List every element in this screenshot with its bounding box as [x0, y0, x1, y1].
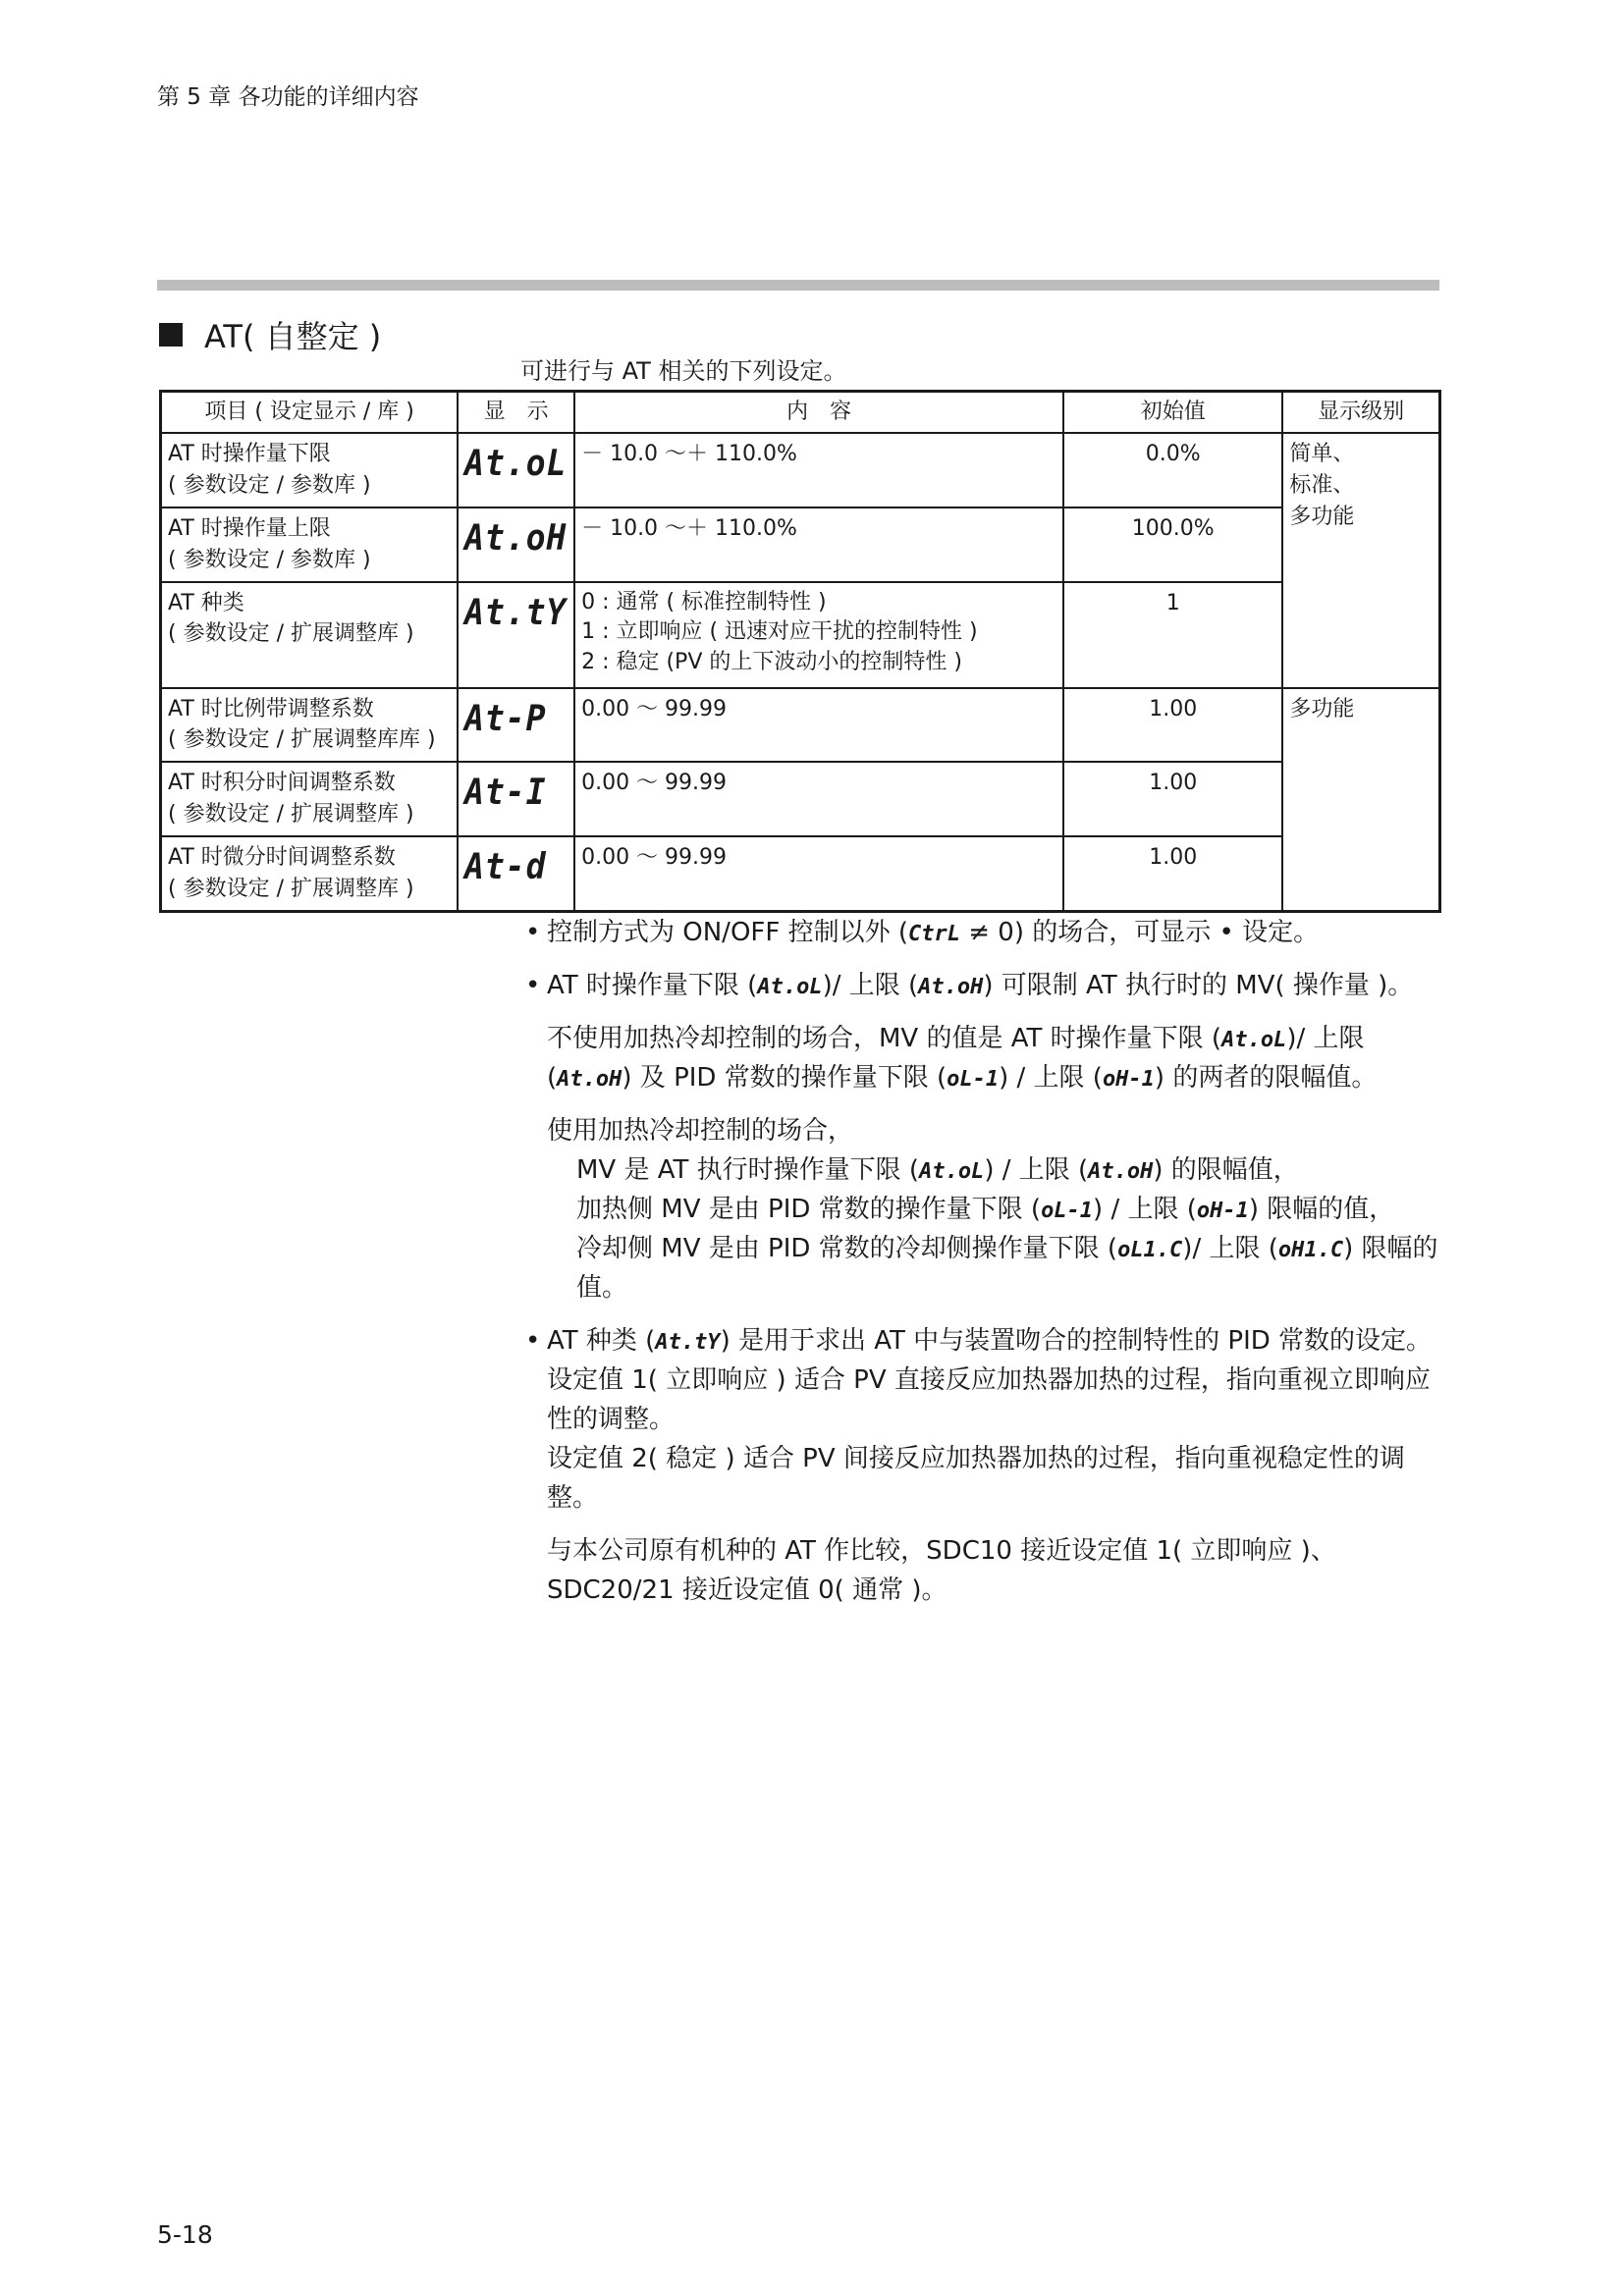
segment-inline: oH1.C: [1277, 1238, 1344, 1263]
segment-inline: At.oH: [557, 1067, 623, 1093]
segment-inline: oH-1: [1196, 1199, 1249, 1224]
content-cell: [574, 582, 1063, 688]
section-intro: 可进行与 AT 相关的下列设定。: [520, 357, 847, 385]
item-location: ( 参数设定 / 扩展调整库库 ): [168, 727, 436, 753]
header-level: 显示级别: [1282, 392, 1439, 434]
table-row: [161, 836, 1440, 911]
item-name: AT 时比例带调整系数: [168, 696, 374, 721]
item-name: AT 时微分时间调整系数: [168, 845, 396, 871]
segment-inline: At.oH: [1088, 1159, 1154, 1185]
header-item: 项目 ( 设定显示 / 库 ): [161, 392, 459, 434]
bullet-dot-icon: •: [525, 1326, 541, 1357]
note-paragraph: 设定值 1( 立即响应 ) 适合 PV 直接反应加热器加热的过程，指向重视立即响应性的调整。: [547, 1365, 1431, 1435]
note-paragraph: 不使用加热冷却控制的场合，MV 的值是 AT 时操作量下限 (At.oL)/ 上限 (At.oH) 及 PID 常数的操作量下限 (oL-1) / 上限 (oH-1) 的两者的限幅值。: [547, 1024, 1378, 1094]
table-header-row: [161, 392, 1440, 434]
initial-cell: 0.0%: [1063, 433, 1282, 507]
header-display: 显 示: [458, 392, 574, 434]
item-name: AT 种类: [168, 590, 244, 615]
level-cell: [1282, 688, 1439, 912]
segment-inline: CtrL: [908, 922, 960, 946]
display-cell: [458, 836, 574, 911]
table-row: [161, 688, 1440, 763]
display-cell: [458, 582, 574, 688]
initial-cell: 1.00: [1063, 836, 1282, 911]
segment-display: At-d: [464, 847, 547, 888]
segment-inline: At.oH: [918, 975, 984, 1000]
table-row: [161, 762, 1440, 836]
initial-cell: 1: [1063, 582, 1282, 688]
item-cell: [161, 507, 459, 582]
note-text: 控制方式为 ON/OFF 控制以外 (CtrL ≠ 0) 的场合，可显示 • 设定。: [547, 918, 1320, 947]
table-row: [161, 507, 1440, 582]
item-location: ( 参数设定 / 扩展调整库 ): [168, 802, 414, 828]
bullet-dot-icon: •: [525, 971, 541, 1001]
segment-display: At-I: [464, 773, 547, 814]
note-text: AT 种类 (At.tY) 是用于求出 AT 中与装置吻合的控制特性的 PID 常数的设定。: [547, 1326, 1433, 1357]
segment-display: At.oL: [464, 444, 568, 484]
note-indented: 加热侧 MV 是由 PID 常数的操作量下限 (oL-1) / 上限 (oH-1) 限幅的值，: [576, 1195, 1395, 1225]
item-cell: [161, 582, 459, 688]
segment-inline: oL-1: [947, 1067, 1000, 1093]
item-location: ( 参数设定 / 参数库 ): [168, 547, 371, 572]
segment-inline: At.oL: [919, 1159, 985, 1185]
segment-inline: At.oL: [757, 975, 823, 1000]
note-text: AT 时操作量下限 (At.oL)/ 上限 (At.oH) 可限制 AT 执行时的 MV( 操作量 )。: [547, 971, 1414, 1001]
item-cell: [161, 688, 459, 763]
item-cell: [161, 762, 459, 836]
segment-inline: oL1.C: [1117, 1238, 1183, 1263]
note-paragraph: 与本公司原有机种的 AT 作比较，SDC10 接近设定值 1( 立即响应 )、SDC20/21 接近设定值 0( 通常 )。: [547, 1536, 1336, 1606]
section-title: [159, 312, 381, 357]
bullet-dot-icon: •: [525, 918, 541, 947]
notes-section: [525, 913, 1443, 1611]
display-cell: [458, 507, 574, 582]
content-line: 0.00 ～ 99.99: [581, 845, 728, 871]
content-cell: [574, 836, 1063, 911]
content-line: － 10.0 ～＋ 110.0%: [581, 515, 797, 541]
header-content: 内 容: [574, 392, 1063, 434]
display-cell: [458, 762, 574, 836]
level-line: 简单、: [1289, 442, 1355, 466]
item-name: AT 时积分时间调整系数: [168, 771, 396, 796]
content-cell: [574, 688, 1063, 763]
level-line: 多功能: [1289, 504, 1355, 529]
item-name: AT 时操作量上限: [168, 515, 331, 541]
segment-inline: At.oL: [1221, 1028, 1287, 1053]
content-cell: [574, 507, 1063, 582]
square-bullet-icon: [159, 323, 183, 347]
level-line: 多功能: [1289, 696, 1355, 721]
initial-cell: 1.00: [1063, 688, 1282, 763]
note-bullet: [525, 966, 1443, 1005]
note-paragraph: 使用加热冷却控制的场合，: [547, 1116, 854, 1147]
content-line: 2 : 稳定 (PV 的上下波动小的控制特性 ): [581, 650, 962, 675]
display-cell: [458, 688, 574, 763]
note-bullet: [525, 1321, 1443, 1361]
initial-cell: 1.00: [1063, 762, 1282, 836]
segment-inline: oH-1: [1102, 1067, 1155, 1093]
at-settings-table: [159, 390, 1441, 913]
section-divider: [157, 280, 1439, 291]
item-cell: [161, 836, 459, 911]
item-location: ( 参数设定 / 扩展调整库 ): [168, 621, 414, 647]
content-cell: [574, 433, 1063, 507]
note-indented: MV 是 AT 执行时操作量下限 (At.oL) / 上限 (At.oH) 的限幅值，: [576, 1155, 1299, 1186]
section-title-text: AT( 自整定 ): [204, 318, 382, 355]
segment-display: At-P: [464, 698, 547, 739]
table-row: [161, 582, 1440, 688]
chapter-header: 第 5 章 各功能的详细内容: [157, 84, 419, 110]
level-cell: [1282, 433, 1439, 688]
segment-inline: At.tY: [655, 1330, 721, 1356]
segment-display: At.oH: [464, 517, 568, 559]
content-line: 1 : 立即响应 ( 迅速对应干扰的控制特性 ): [581, 619, 978, 645]
page-number: 5-18: [157, 2220, 213, 2249]
item-name: AT 时操作量下限: [168, 442, 331, 466]
table-row: [161, 433, 1440, 507]
content-line: 0.00 ～ 99.99: [581, 696, 728, 721]
content-cell: [574, 762, 1063, 836]
level-line: 标准、: [1289, 472, 1355, 498]
note-paragraph: 设定值 2( 稳定 ) 适合 PV 间接反应加热器加热的过程，指向重视稳定性的调整。: [547, 1444, 1405, 1514]
item-cell: [161, 433, 459, 507]
item-location: ( 参数设定 / 参数库 ): [168, 472, 371, 498]
display-cell: [458, 433, 574, 507]
initial-cell: 100.0%: [1063, 507, 1282, 582]
note-indented: 冷却侧 MV 是由 PID 常数的冷却侧操作量下限 (oL1.C)/ 上限 (oH1.C) 限幅的值。: [576, 1234, 1438, 1304]
segment-display: At.tY: [464, 592, 568, 633]
header-initial: 初始值: [1063, 392, 1282, 434]
content-line: 0 : 通常 ( 标准控制特性 ): [581, 589, 827, 614]
content-line: 0.00 ～ 99.99: [581, 771, 728, 796]
note-bullet: [525, 913, 1443, 952]
item-location: ( 参数设定 / 扩展调整库 ): [168, 877, 414, 902]
content-line: － 10.0 ～＋ 110.0%: [581, 442, 797, 466]
segment-inline: oL-1: [1041, 1199, 1094, 1224]
